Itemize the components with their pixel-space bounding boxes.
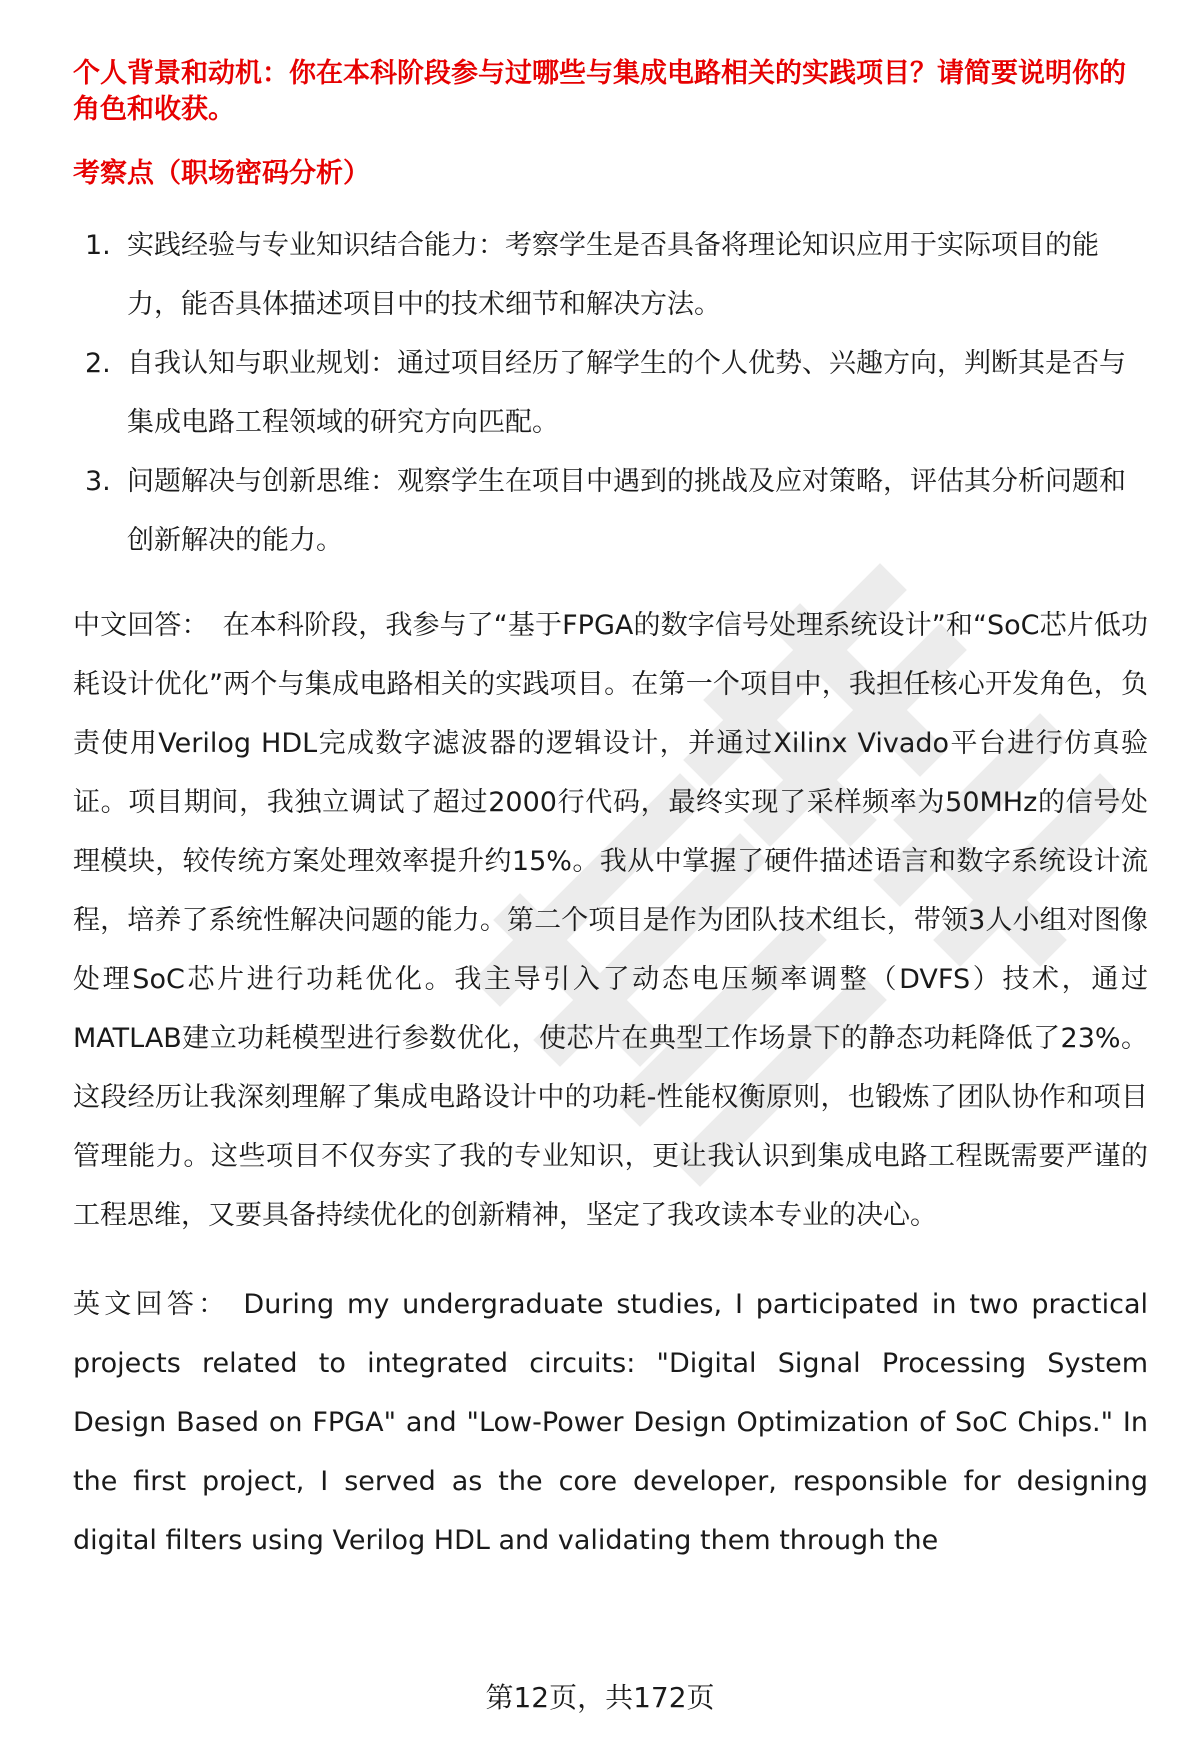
page-number-footer: 第12页，共172页 [485,1681,715,1714]
exam-points-title: 考察点（职场密码分析） [73,158,370,189]
english-answer-text: During my undergraduate studies, I participated in two practical projects related to integrated circuits: "Digital Signal Processing System Design Based on FPGA" and "Low-Power Design Optimization of SoC Chips." In the first project, I served as the core developer, responsible for designing digital filters using Verilog HDL and validating them through the [73,1289,1149,1556]
exam-point-item [73,216,1148,334]
chinese-answer-label: 中文回答： [73,610,209,641]
exam-point-number: 2. [85,348,111,379]
english-answer-label: 英文回答： [73,1289,230,1320]
exam-point-item [73,452,1148,570]
chinese-answer [73,596,1148,1245]
question-heading: 个人背景和动机：你在本科阶段参与过哪些与集成电路相关的实践项目？请简要说明你的角色和收获。 [73,58,1126,125]
exam-point-number: 3. [85,466,111,497]
chinese-answer-text: 在本科阶段，我参与了“基于FPGA的数字信号处理系统设计”和“SoC芯片低功耗设计优化”两个与集成电路相关的实践项目。在第一个项目中，我担任核心开发角色，负责使用Verilog HDL完成数字滤波器的逻辑设计，并通过Xilinx Vivado平台进行仿真验证。项目期间，我独立调试了超过2000行代码，最终实现了采样频率为50MHz的信号处理模块，较传统方案处理效率提升约15%。我从中掌握了硬件描述语言和数字系统设计流程，培养了系统性解决问题的能力。第二个项目是作为团队技术组长，带领3人小组对图像处理SoC芯片进行功耗优化。我主导引入了动态电压频率调整（DVFS）技术，通过MATLAB建立功耗模型进行参数优化，使芯片在典型工作场景下的静态功耗降低了23%。这段经历让我深刻理解了集成电路设计中的功耗-性能权衡原则，也锻炼了团队协作和项目管理能力。这些项目不仅夯实了我的专业知识，更让我认识到集成电路工程既需要严谨的工程思维，又要具备持续优化的创新精神，坚定了我攻读本专业的决心。 [73,610,1148,1231]
exam-point-item [73,334,1148,452]
exam-points-list [73,216,1148,570]
english-answer [73,1275,1148,1570]
exam-point-text: 问题解决与创新思维：观察学生在项目中遇到的挑战及应对策略，评估其分析问题和创新解决的能力。 [127,466,1126,556]
document-page [73,56,1148,1570]
exam-point-text: 实践经验与专业知识结合能力：考察学生是否具备将理论知识应用于实际项目的能力，能否具体描述项目中的技术细节和解决方法。 [127,230,1099,320]
exam-point-number: 1. [85,230,111,261]
exam-point-text: 自我认知与职业规划：通过项目经历了解学生的个人优势、兴趣方向，判断其是否与集成电路工程领域的研究方向匹配。 [127,348,1126,438]
